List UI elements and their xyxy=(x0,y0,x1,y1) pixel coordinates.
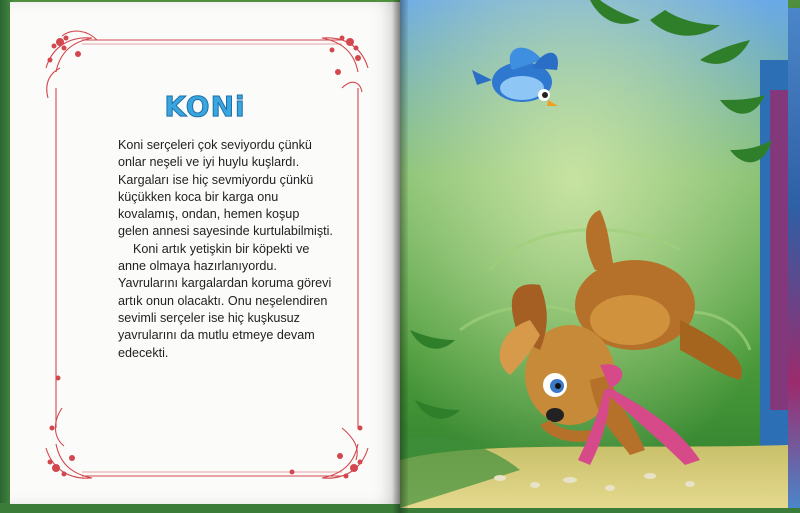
right-page-illustration xyxy=(400,0,788,508)
book-cover-right-edge xyxy=(786,8,800,508)
illustration-scene xyxy=(400,0,788,508)
page-title: KONi xyxy=(164,90,246,123)
story-paragraph: Koni serçeleri çok seviyordu çünkü onlar neşeli ve iyi huylu kuşlardı. Kargaları ise hiç sevmiyordu çünkü küçükken koca bir karga onu kovalamış, ondan, hemen koşup gelen annesi sayesinde kurtulabilmişti. xyxy=(118,138,333,239)
story-text xyxy=(118,137,333,362)
story-paragraph: Koni artık yetişkin bir köpekti ve anne olmaya hazırlanıyordu. Yavrularını kargalardan koruma görevi artık onun olacaktı. Onu neşelendiren sevimli serçeler ise hiç kuşkusuz yavrularını da mutlu etmeye devam edecekti. xyxy=(118,241,332,360)
book-spine xyxy=(392,0,408,513)
